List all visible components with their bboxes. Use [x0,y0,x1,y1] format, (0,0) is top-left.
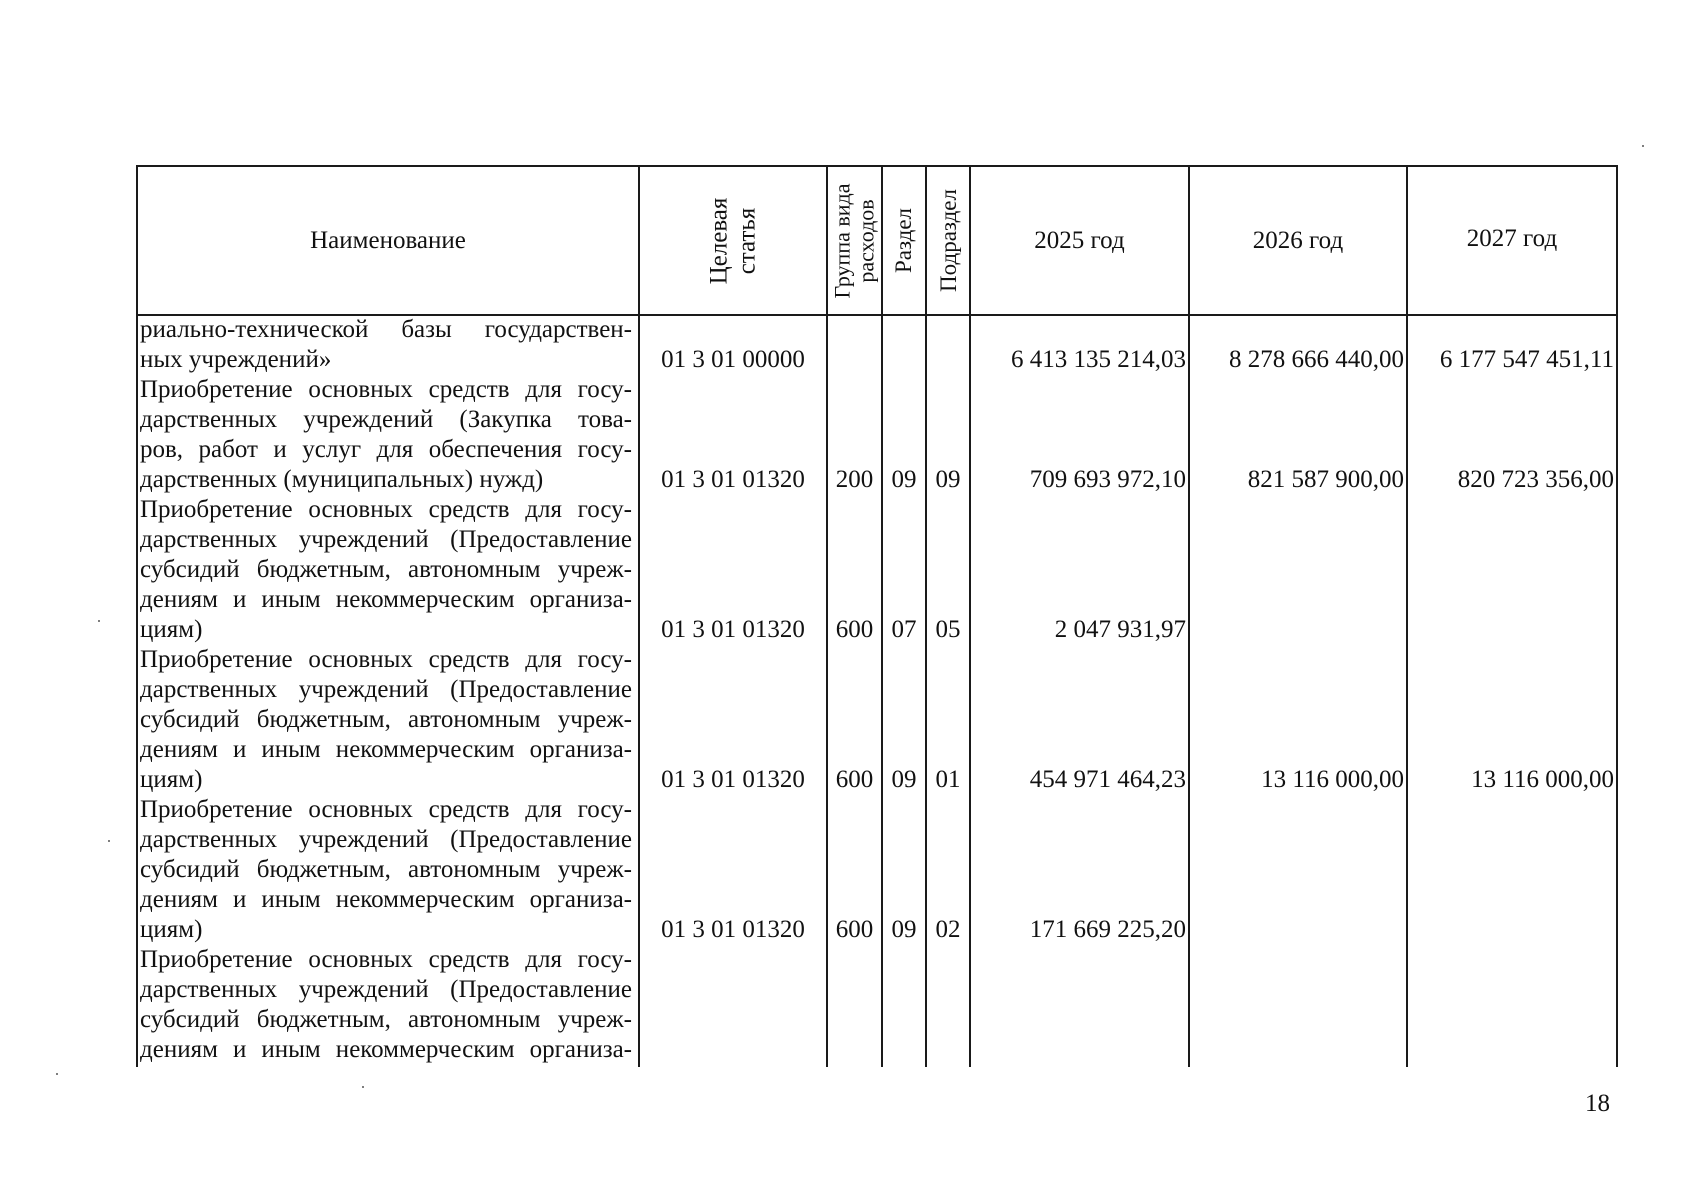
cell-group: 600 [835,766,874,793]
row-name [140,945,632,1065]
cell-subsection: 09 [935,466,961,493]
row-name-line: ных учреждений» [140,346,332,373]
cell-y2025: 6 413 135 214,03 [1011,346,1186,373]
scan-speck [108,840,110,842]
row-name-line: циям) [140,766,203,793]
scan-speck [98,620,100,622]
header-subsection-text: Подраздел [935,189,961,292]
header-section-text: Раздел [891,207,917,274]
header-section [883,167,925,314]
scan-speck [362,1086,364,1088]
header-group-line1: Группа вида [829,183,855,298]
row-name [140,315,632,375]
cell-section: 09 [891,916,917,943]
row-name-line: дарственных учреждений (Предоставление [140,526,632,553]
row-name [140,375,632,495]
row-name-line: циям) [140,916,203,943]
row-name-line: циям) [140,616,203,643]
cell-y2026: 13 116 000,00 [1261,766,1404,793]
cell-y2026: 8 278 666 440,00 [1229,346,1404,373]
cell-group: 600 [835,616,874,643]
header-group [828,167,881,314]
row-name [140,645,632,795]
row-name-line: Приобретение основных средств для госу- [140,646,632,673]
header-target-line2: статья [732,207,760,274]
row-name-line: Приобретение основных средств для госу- [140,496,632,523]
cell-y2027: 6 177 547 451,11 [1439,346,1614,373]
row-name-line: субсидий бюджетным, автономным учреж- [140,706,632,733]
cell-subsection: 02 [935,916,961,943]
scan-speck [1642,145,1644,147]
header-2025-text: 2025 год [1034,226,1125,254]
row-name-line: дарственных учреждений (Предоставление [140,826,632,853]
header-2027 [1408,167,1616,311]
row-name [140,495,632,645]
header-2027-text: 2027 год [1466,225,1558,252]
cell-y2025: 171 669 225,20 [1029,916,1186,943]
header-group-line2: расходов [853,198,879,283]
row-name-line: дарственных учреждений (Закупка това- [140,406,632,433]
cell-target: 01 3 01 01320 [661,616,805,643]
row-name-line: Приобретение основных средств для госу- [140,946,632,973]
cell-y2025: 454 971 464,23 [1029,766,1186,793]
header-2026 [1190,167,1406,314]
cell-y2025: 2 047 931,97 [1054,616,1186,643]
row-name-line: дениям и иным некоммерческим организа- [140,586,632,613]
row-name-line: субсидий бюджетным, автономным учреж- [140,1006,632,1033]
cell-y2027: 820 723 356,00 [1457,466,1614,493]
cell-y2027: 13 116 000,00 [1471,766,1614,793]
header-name-text: Наименование [310,226,466,254]
cell-group: 200 [835,466,874,493]
cell-subsection: 05 [935,616,961,643]
row-name-line: дарственных (муниципальных) нужд) [140,466,544,493]
cell-section: 07 [891,616,917,643]
row-name-line: риально-технической базы государствен- [140,316,632,343]
header-2026-text: 2026 год [1252,226,1344,254]
row-name-line: субсидий бюджетным, автономным учреж- [140,556,632,583]
header-subsection [927,167,969,314]
cell-y2026: 821 587 900,00 [1247,466,1404,493]
cell-target: 01 3 01 00000 [661,346,805,373]
row-name-line: Приобретение основных средств для госу- [140,796,632,823]
cell-target: 01 3 01 01320 [661,766,805,793]
cell-target: 01 3 01 01320 [661,916,805,943]
row-name-line: дарственных учреждений (Предоставление [140,676,632,703]
row-name-line: дениям и иным некоммерческим организа- [140,886,632,913]
header-name [138,167,638,314]
row-name [140,795,632,945]
row-name-line: ров, работ и услуг для обеспечения госу- [140,436,632,463]
scan-speck [56,1073,58,1075]
row-name-line: Приобретение основных средств для госу- [140,376,632,403]
row-name-line: субсидий бюджетным, автономным учреж- [140,856,632,883]
row-name-line: дениям и иным некоммерческим организа- [140,1036,632,1063]
header-target-line1: Целевая [704,197,732,284]
cell-y2025: 709 693 972,10 [1029,466,1186,493]
header-2025 [971,167,1188,314]
cell-section: 09 [891,466,917,493]
grid-line [1616,165,1618,1067]
cell-section: 09 [891,766,917,793]
cell-subsection: 01 [935,766,961,793]
row-name-line: дениям и иным некоммерческим организа- [140,736,632,763]
row-name-line: дарственных учреждений (Предоставление [140,976,632,1003]
budget-table [136,165,1618,1067]
page-number: 18 [1585,1090,1610,1117]
cell-target: 01 3 01 01320 [661,466,805,493]
header-target [640,167,826,314]
cell-group: 600 [835,916,874,943]
